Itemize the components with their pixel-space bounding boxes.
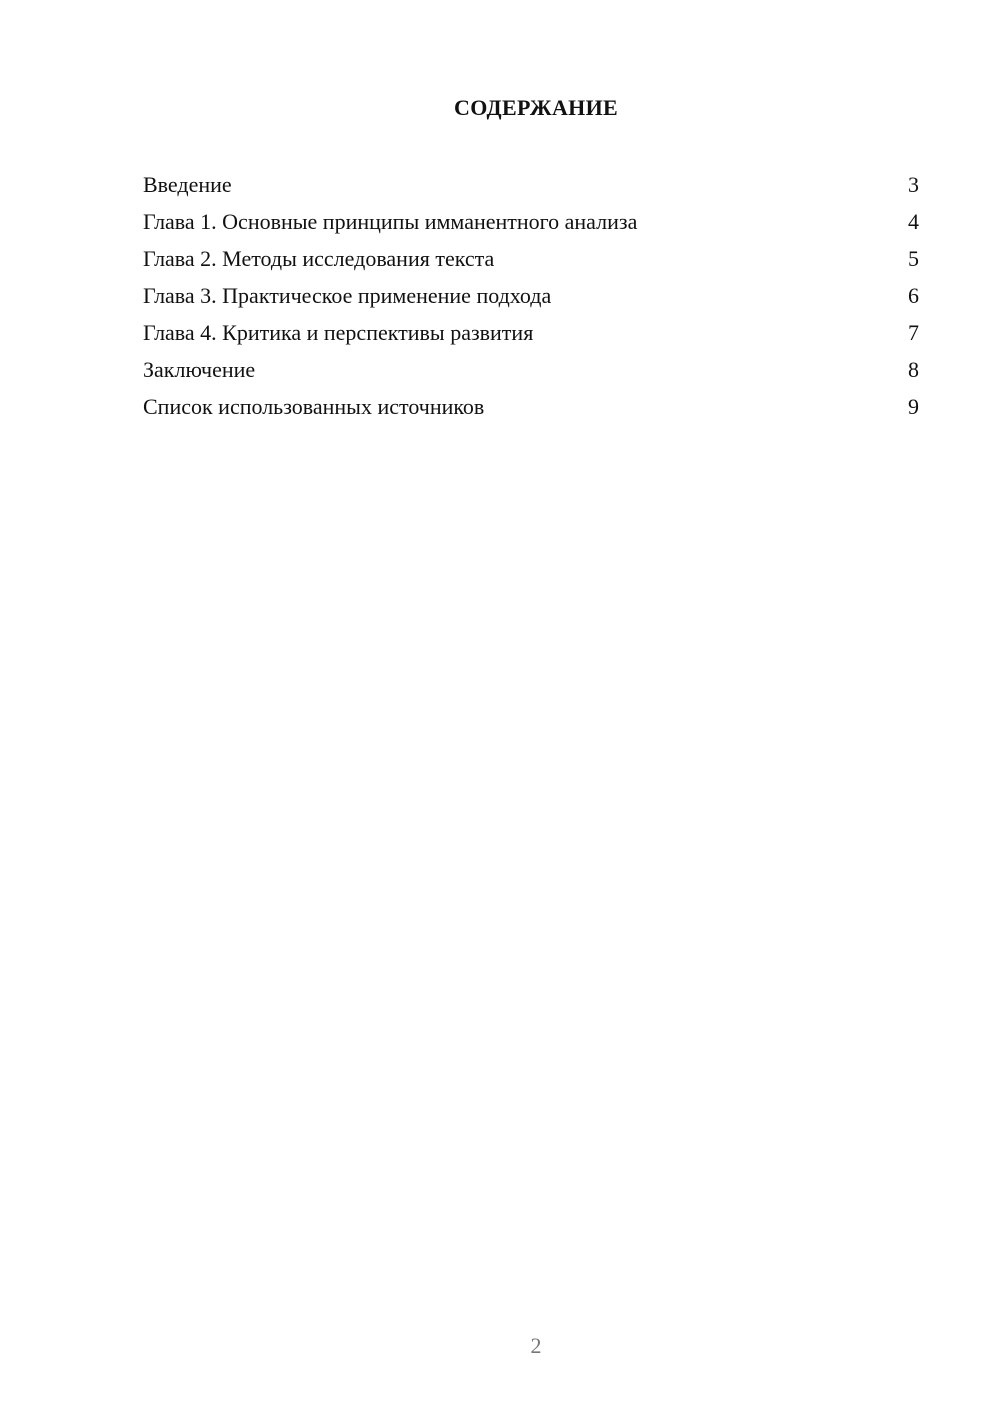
toc-entry-label: Глава 4. Критика и перспективы развития: [143, 320, 534, 345]
table-of-contents: [143, 170, 919, 429]
toc-entry-page: 6: [908, 283, 919, 308]
page-title: СОДЕРЖАНИЕ: [454, 95, 618, 120]
toc-entry-label: Глава 3. Практическое применение подхода: [143, 283, 552, 308]
toc-entry-label: Заключение: [143, 357, 256, 382]
toc-entry-chapter-4: [143, 318, 919, 355]
toc-entry-label: Список использованных источников: [143, 394, 485, 419]
toc-entry-chapter-3: [143, 281, 919, 318]
toc-entry-label: Введение: [143, 172, 232, 197]
toc-entry-label: Глава 2. Методы исследования текста: [143, 246, 495, 271]
toc-entry-conclusion: [143, 355, 919, 392]
toc-entry-chapter-2: [143, 244, 919, 281]
toc-entry-page: 8: [908, 357, 919, 382]
toc-entry-page: 3: [908, 172, 919, 197]
toc-entry-references: [143, 392, 919, 429]
toc-entry-page: 4: [908, 209, 919, 234]
toc-entry-introduction: [143, 170, 919, 207]
toc-entry-page: 7: [908, 320, 919, 345]
toc-entry-chapter-1: [143, 207, 919, 244]
toc-entry-page: 5: [908, 246, 919, 271]
toc-entry-page: 9: [908, 394, 919, 419]
toc-entry-label: Глава 1. Основные принципы имманентного анализа: [143, 209, 638, 234]
page-number: 2: [530, 1333, 542, 1358]
